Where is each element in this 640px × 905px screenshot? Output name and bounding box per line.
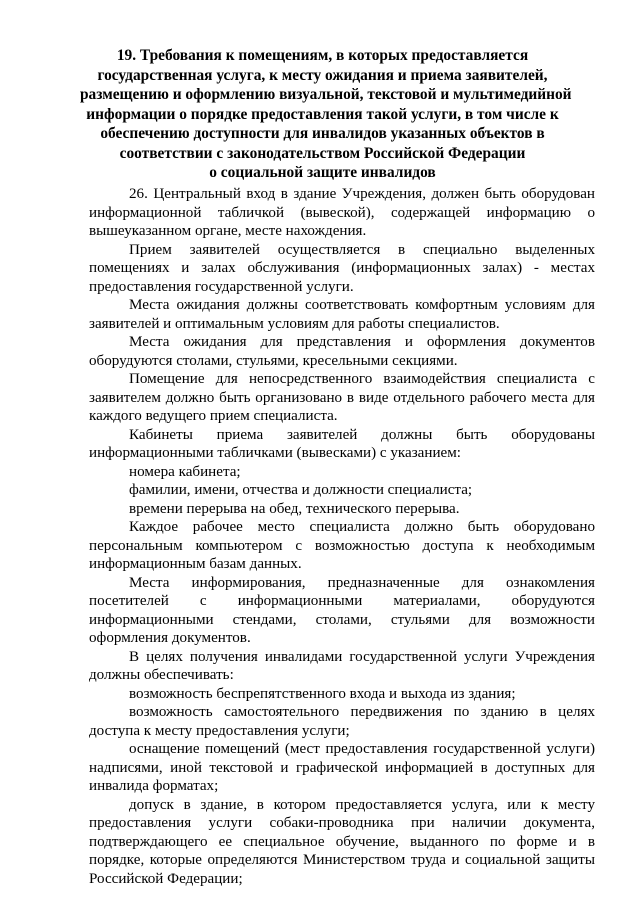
list-item: возможность беспрепятственного входа и выхода из здания; [129,685,516,702]
list-item: номера кабинета; [129,463,241,480]
section-heading [80,46,572,183]
paragraph: Прием заявителей осуществляется в специально выделенных помещениях и залах обслуживания (информационных залах) - местах предоставления государственной услуги. [89,241,595,295]
heading-line: размещению и оформлению визуальной, текстовой и мультимедийной [80,86,572,103]
heading-line: обеспечению доступности для инвалидов указанных объектов в [100,125,545,142]
list-item: оснащение помещений (мест предоставления государственной услуги) надписями, иной текстовой и графической информацией в доступных для инвалида форматах; [89,741,595,794]
heading-line: информации о порядке предоставления такой услуги, в том числе к [86,105,559,123]
heading-line: о социальной защите инвалидов [209,164,436,181]
paragraph: В целях получения инвалидами государственной услуги Учреждения должны обеспечивать: [89,648,595,683]
heading-line: государственная услуга, к месту ожидания и приема заявителей, [97,66,548,84]
paragraph: Места информирования, предназначенные для ознакомления посетителей с информационными материалами, оборудуются информационными стендами, столами, стульями для возможности оформления документов. [89,574,595,646]
list-item: допуск в здание, в котором предоставляется услуга, или к месту предоставления услуги собаки-проводника при наличии документа, подтверждающего ее специальное обучение, выданного по форме и в порядке, которые определяются Министерством труда и социальной защиты Российской Федерации; [89,796,595,887]
list-item: возможность самостоятельного передвижения по зданию в целях доступа к месту предоставления услуги; [89,704,595,739]
paragraph: Каждое рабочее место специалиста должно быть оборудовано персональным компьютером с возможностью доступа к необходимым информационным базам данных. [89,519,595,572]
paragraph-item-26: 26. Центральный вход в здание Учреждения, должен быть оборудован информационной табличкой (вывеской), содержащей информацию о вышеуказанном органе, месте нахождения. [89,186,595,239]
document-body [89,185,595,888]
heading-line: соответствии с законодательством Российской Федерации [119,144,526,162]
paragraph: Места ожидания должны соответствовать комфортным условиям для заявителей и оптимальным условиям для работы специалистов. [89,297,595,332]
heading-line: 19. Требования к помещениям, в которых предоставляется [116,47,529,64]
paragraph: Места ожидания для представления и оформления документов оборудуются столами, стульями, кресельными секциями. [89,334,595,369]
list-item: времени перерыва на обед, технического перерыва. [129,500,460,517]
paragraph: Кабинеты приема заявителей должны быть оборудованы информационными табличками (вывесками) с указанием: [89,426,595,461]
paragraph: Помещение для непосредственного взаимодействия специалиста с заявителем должно быть организовано в виде отдельного рабочего места для каждого ведущего прием специалиста. [89,371,595,424]
list-item: фамилии, имени, отчества и должности специалиста; [129,482,473,498]
